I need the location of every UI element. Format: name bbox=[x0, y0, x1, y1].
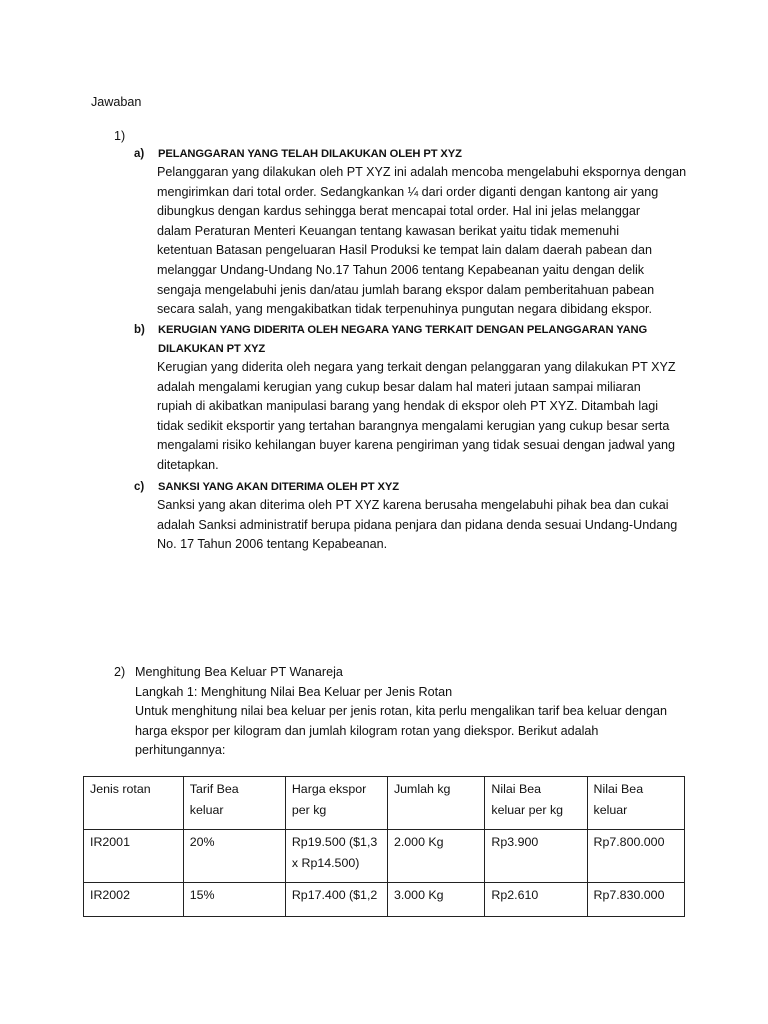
body-line: sengaja mengelabuhi jenis dan/atau jumlah barang ekspor dalam pemberitahuan pabean bbox=[157, 282, 655, 297]
table-cell: Rp7.800.000 bbox=[587, 830, 685, 883]
question-2-intro bbox=[135, 702, 675, 761]
header-cell: Tarif Bea keluar bbox=[183, 777, 285, 830]
table-cell: IR2001 bbox=[84, 830, 184, 883]
header-cell: Nilai Bea keluar per kg bbox=[485, 777, 587, 830]
body-line: Sanksi yang akan diterima oleh PT XYZ karena berusaha mengelabuhi pihak bea dan cukai bbox=[157, 498, 669, 512]
question-2-title: Menghitung Bea Keluar PT Wanareja bbox=[135, 665, 343, 679]
table-cell: 20% bbox=[183, 830, 285, 883]
body-line: Kerugian yang diderita oleh negara yang terkait dengan pelanggaran yang dilakukan PT XYZ bbox=[157, 360, 676, 374]
table-cell: Rp19.500 ($1,3 x Rp14.500) bbox=[285, 830, 387, 883]
section-b-label: b) bbox=[134, 324, 145, 336]
header-cell: Harga ekspor per kg bbox=[285, 777, 387, 830]
body-line: Untuk menghitung nilai bea keluar per jenis rotan, kita perlu mengalikan tarif bea keluar dengan bbox=[135, 704, 668, 718]
table-cell: Rp2.610 bbox=[485, 883, 587, 917]
question-2-step: Langkah 1: Menghitung Nilai Bea Keluar per Jenis Rotan bbox=[135, 685, 453, 699]
body-line: adalah Sanksi administratif berupa pidana penjara dan pidana denda sesuai Undang-Undang bbox=[157, 517, 678, 532]
section-b-title-line-2: DILAKUKAN PT XYZ bbox=[158, 343, 266, 355]
header-cell: Jenis rotan bbox=[84, 777, 184, 830]
table-row bbox=[84, 830, 685, 883]
body-line: Pelanggaran yang dilakukan oleh PT XYZ ini adalah mencoba mengelabuhi ekspornya dengan bbox=[157, 165, 687, 179]
body-line: secara salah, yang mengakibatkan tidak terpenuhinya pungutan negara dibidang ekspor. bbox=[157, 302, 653, 317]
body-line: tidak sedikit eksportir yang tertahan barangnya mengalami kerugian yang cukup besar serta bbox=[157, 418, 670, 433]
table-cell: Rp7.830.000 bbox=[587, 883, 685, 917]
body-line: mengirimkan dari total order. Sedangkankan ¼ dari order diganti dengan kantong air yang bbox=[157, 184, 659, 199]
section-c-title: SANKSI YANG AKAN DITERIMA OLEH PT XYZ bbox=[158, 481, 399, 493]
section-b-title-line-1: KERUGIAN YANG DIDERITA OLEH NEGARA YANG TERKAIT DENGAN PELANGGARAN YANG bbox=[158, 324, 648, 336]
question-2-number: 2) bbox=[114, 665, 126, 679]
document-heading: Jawaban bbox=[91, 95, 142, 109]
table-cell: 2.000 Kg bbox=[387, 830, 484, 883]
table-row bbox=[84, 883, 685, 917]
body-line: ditetapkan. bbox=[157, 457, 219, 472]
table-header-row bbox=[84, 777, 685, 830]
table-cell: Rp3.900 bbox=[485, 830, 587, 883]
question-1-number: 1) bbox=[114, 129, 126, 143]
body-line: rupiah di akibatkan manipulasi barang yang hendak di ekspor oleh PT XYZ. Ditambah lagi bbox=[157, 399, 659, 414]
header-cell: Nilai Bea keluar bbox=[587, 777, 685, 830]
section-c-body bbox=[157, 496, 697, 555]
table-cell: 3.000 Kg bbox=[387, 883, 484, 917]
section-b-body bbox=[157, 358, 697, 476]
section-a-label: a) bbox=[134, 148, 145, 160]
body-line: melanggar Undang-Undang No.17 Tahun 2006 tentang Kepabeanan yaitu dengan delik bbox=[157, 262, 645, 277]
body-line: dalam Peraturan Menteri Keuangan tentang kawasan berikat yaitu tidak memenuhi bbox=[157, 223, 620, 238]
table-cell: IR2002 bbox=[84, 883, 184, 917]
body-line: adalah mengalami kerugian yang cukup besar dalam hal materi jutaan sampai miliaran bbox=[157, 379, 641, 394]
section-c-label: c) bbox=[134, 481, 145, 493]
body-line: dibungkus dengan kardus sehingga berat mencapai total order. Hal ini jelas melanggar bbox=[157, 204, 641, 219]
body-line: harga ekspor per kilogram dan jumlah kilogram rotan yang diekspor. Berikut adalah bbox=[135, 723, 599, 738]
body-line: ketentuan Batasan pengeluaran Hasil Produksi ke tempat lain dalam daerah pabean dan bbox=[157, 243, 652, 258]
bea-keluar-table bbox=[83, 776, 685, 917]
section-a-body bbox=[157, 163, 697, 320]
body-line: perhitungannya: bbox=[135, 743, 226, 758]
table-cell: 15% bbox=[183, 883, 285, 917]
body-line: mengalami risiko kehilangan buyer karena pengiriman yang tidak sesuai dengan jadwal yang bbox=[157, 438, 676, 453]
body-line: No. 17 Tahun 2006 tentang Kepabeanan. bbox=[157, 537, 388, 552]
header-cell: Jumlah kg bbox=[387, 777, 484, 830]
table-cell: Rp17.400 ($1,2 bbox=[285, 883, 387, 917]
section-a-title: PELANGGARAN YANG TELAH DILAKUKAN OLEH PT XYZ bbox=[158, 148, 462, 160]
